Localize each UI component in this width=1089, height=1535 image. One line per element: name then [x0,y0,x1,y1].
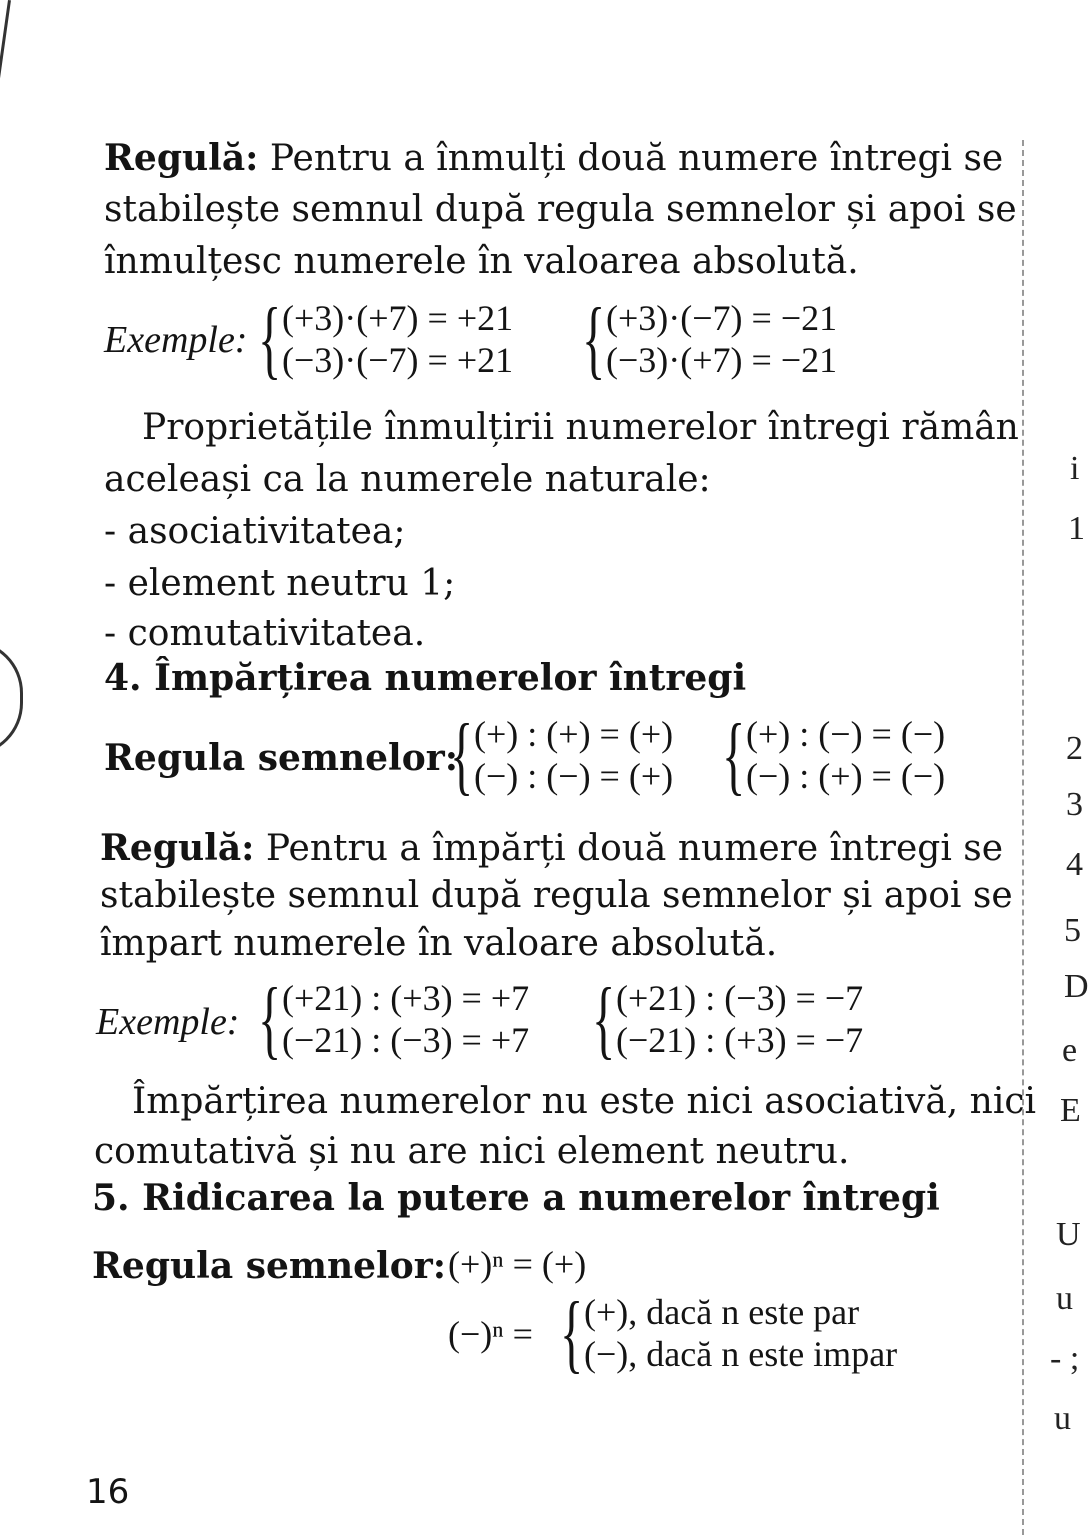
property-item-2: - element neutru 1; [104,563,456,604]
section5-case-even: (+), dacă n este par [584,1292,860,1332]
scan-edge-mark [0,0,11,129]
right-edge-fragment: E [1060,1092,1081,1129]
right-edge-fragment: - ; [1050,1340,1080,1377]
property-item-1: - asociativitatea; [104,511,406,552]
rule2-label: Regulă: [100,827,255,869]
right-edge-fragment: i [1070,450,1080,487]
property-item-3: - comutativitatea. [104,613,426,654]
section4-left-2: (−) : (−) = (+) [474,756,674,796]
right-edge-fragment: U [1056,1216,1081,1253]
examples2-brace-left: { [258,971,282,1068]
examples2-left-1: (+21) : (+3) = +7 [282,978,530,1018]
section5-signs-label: Regula semnelor: [92,1245,446,1287]
examples1-brace-right: { [582,291,606,388]
properties-intro2: aceleași ca la numerele naturale: [104,459,711,500]
rule2-text1: Pentru a împărți două numere întregi se [265,828,1004,869]
section5-rule-positive: (+)ⁿ = (+) [448,1244,587,1284]
examples2-right-2: (−21) : (+3) = −7 [616,1020,864,1060]
section4-right-1: (+) : (−) = (−) [746,714,946,754]
section4-brace-right: { [722,707,746,804]
right-edge-fragment: 5 [1064,912,1081,949]
section5-title: 5. Ridicarea la putere a numerelor întregi [92,1177,940,1219]
rule1-line3: înmulțesc numerele în valoarea absolută. [104,241,859,282]
division-note-line2: comutativă și nu are nici element neutru. [94,1131,850,1172]
rule1-line2: stabilește semnul după regula semnelor și apoi se [104,189,1017,230]
rule1-label: Regulă: [104,137,259,179]
examples2-brace-right: { [592,971,616,1068]
examples1-left-2: (−3)·(−7) = +21 [282,340,514,380]
binding-arc [0,640,23,756]
rule2-line3: împart numerele în valoare absolută. [100,923,778,964]
section4-brace-left: { [450,707,474,804]
examples1-left-1: (+3)·(+7) = +21 [282,298,514,338]
page-number: 16 [86,1472,130,1512]
section4-title: 4. Împărțirea numerelor întregi [104,657,747,699]
section4-left-1: (+) : (+) = (+) [474,714,674,754]
examples1-right-2: (−3)·(+7) = −21 [606,340,838,380]
rule2-line2: stabilește semnul după regula semnelor și apoi se [100,875,1013,916]
section4-signs-label: Regula semnelor: [104,737,458,779]
division-note-line1: Împărțirea numerelor nu este nici asociativă, nici [132,1081,1037,1122]
page-column-divider [1022,140,1024,1535]
right-edge-fragment: u [1054,1400,1071,1437]
right-edge-fragment: u [1056,1280,1073,1317]
examples2-right-1: (+21) : (−3) = −7 [616,978,864,1018]
examples2-label: Exemple: [96,1001,240,1043]
right-edge-fragment: e [1062,1032,1078,1069]
section5-rule-negative-lhs: (−)ⁿ = [448,1314,533,1354]
properties-intro1: Proprietățile înmulțirii numerelor întregi rămân [142,407,1019,448]
examples2-left-2: (−21) : (−3) = +7 [282,1020,530,1060]
rule1-text1: Pentru a înmulți două numere întregi se [269,138,1004,179]
rule1-line1 [104,136,1003,181]
right-edge-fragment: 2 [1066,730,1083,767]
section4-right-2: (−) : (+) = (−) [746,756,946,796]
examples1-right-1: (+3)·(−7) = −21 [606,298,838,338]
section5-case-odd: (−), dacă n este impar [584,1334,898,1374]
section5-brace: { [560,1285,584,1382]
right-edge-fragment: D [1064,968,1089,1005]
right-edge-fragment: 3 [1066,786,1083,823]
right-edge-fragment: 1 [1068,510,1085,547]
examples1-brace-left: { [258,291,282,388]
right-edge-fragment: 4 [1066,846,1083,883]
rule2-line1 [100,826,1003,871]
examples1-label: Exemple: [104,319,248,361]
